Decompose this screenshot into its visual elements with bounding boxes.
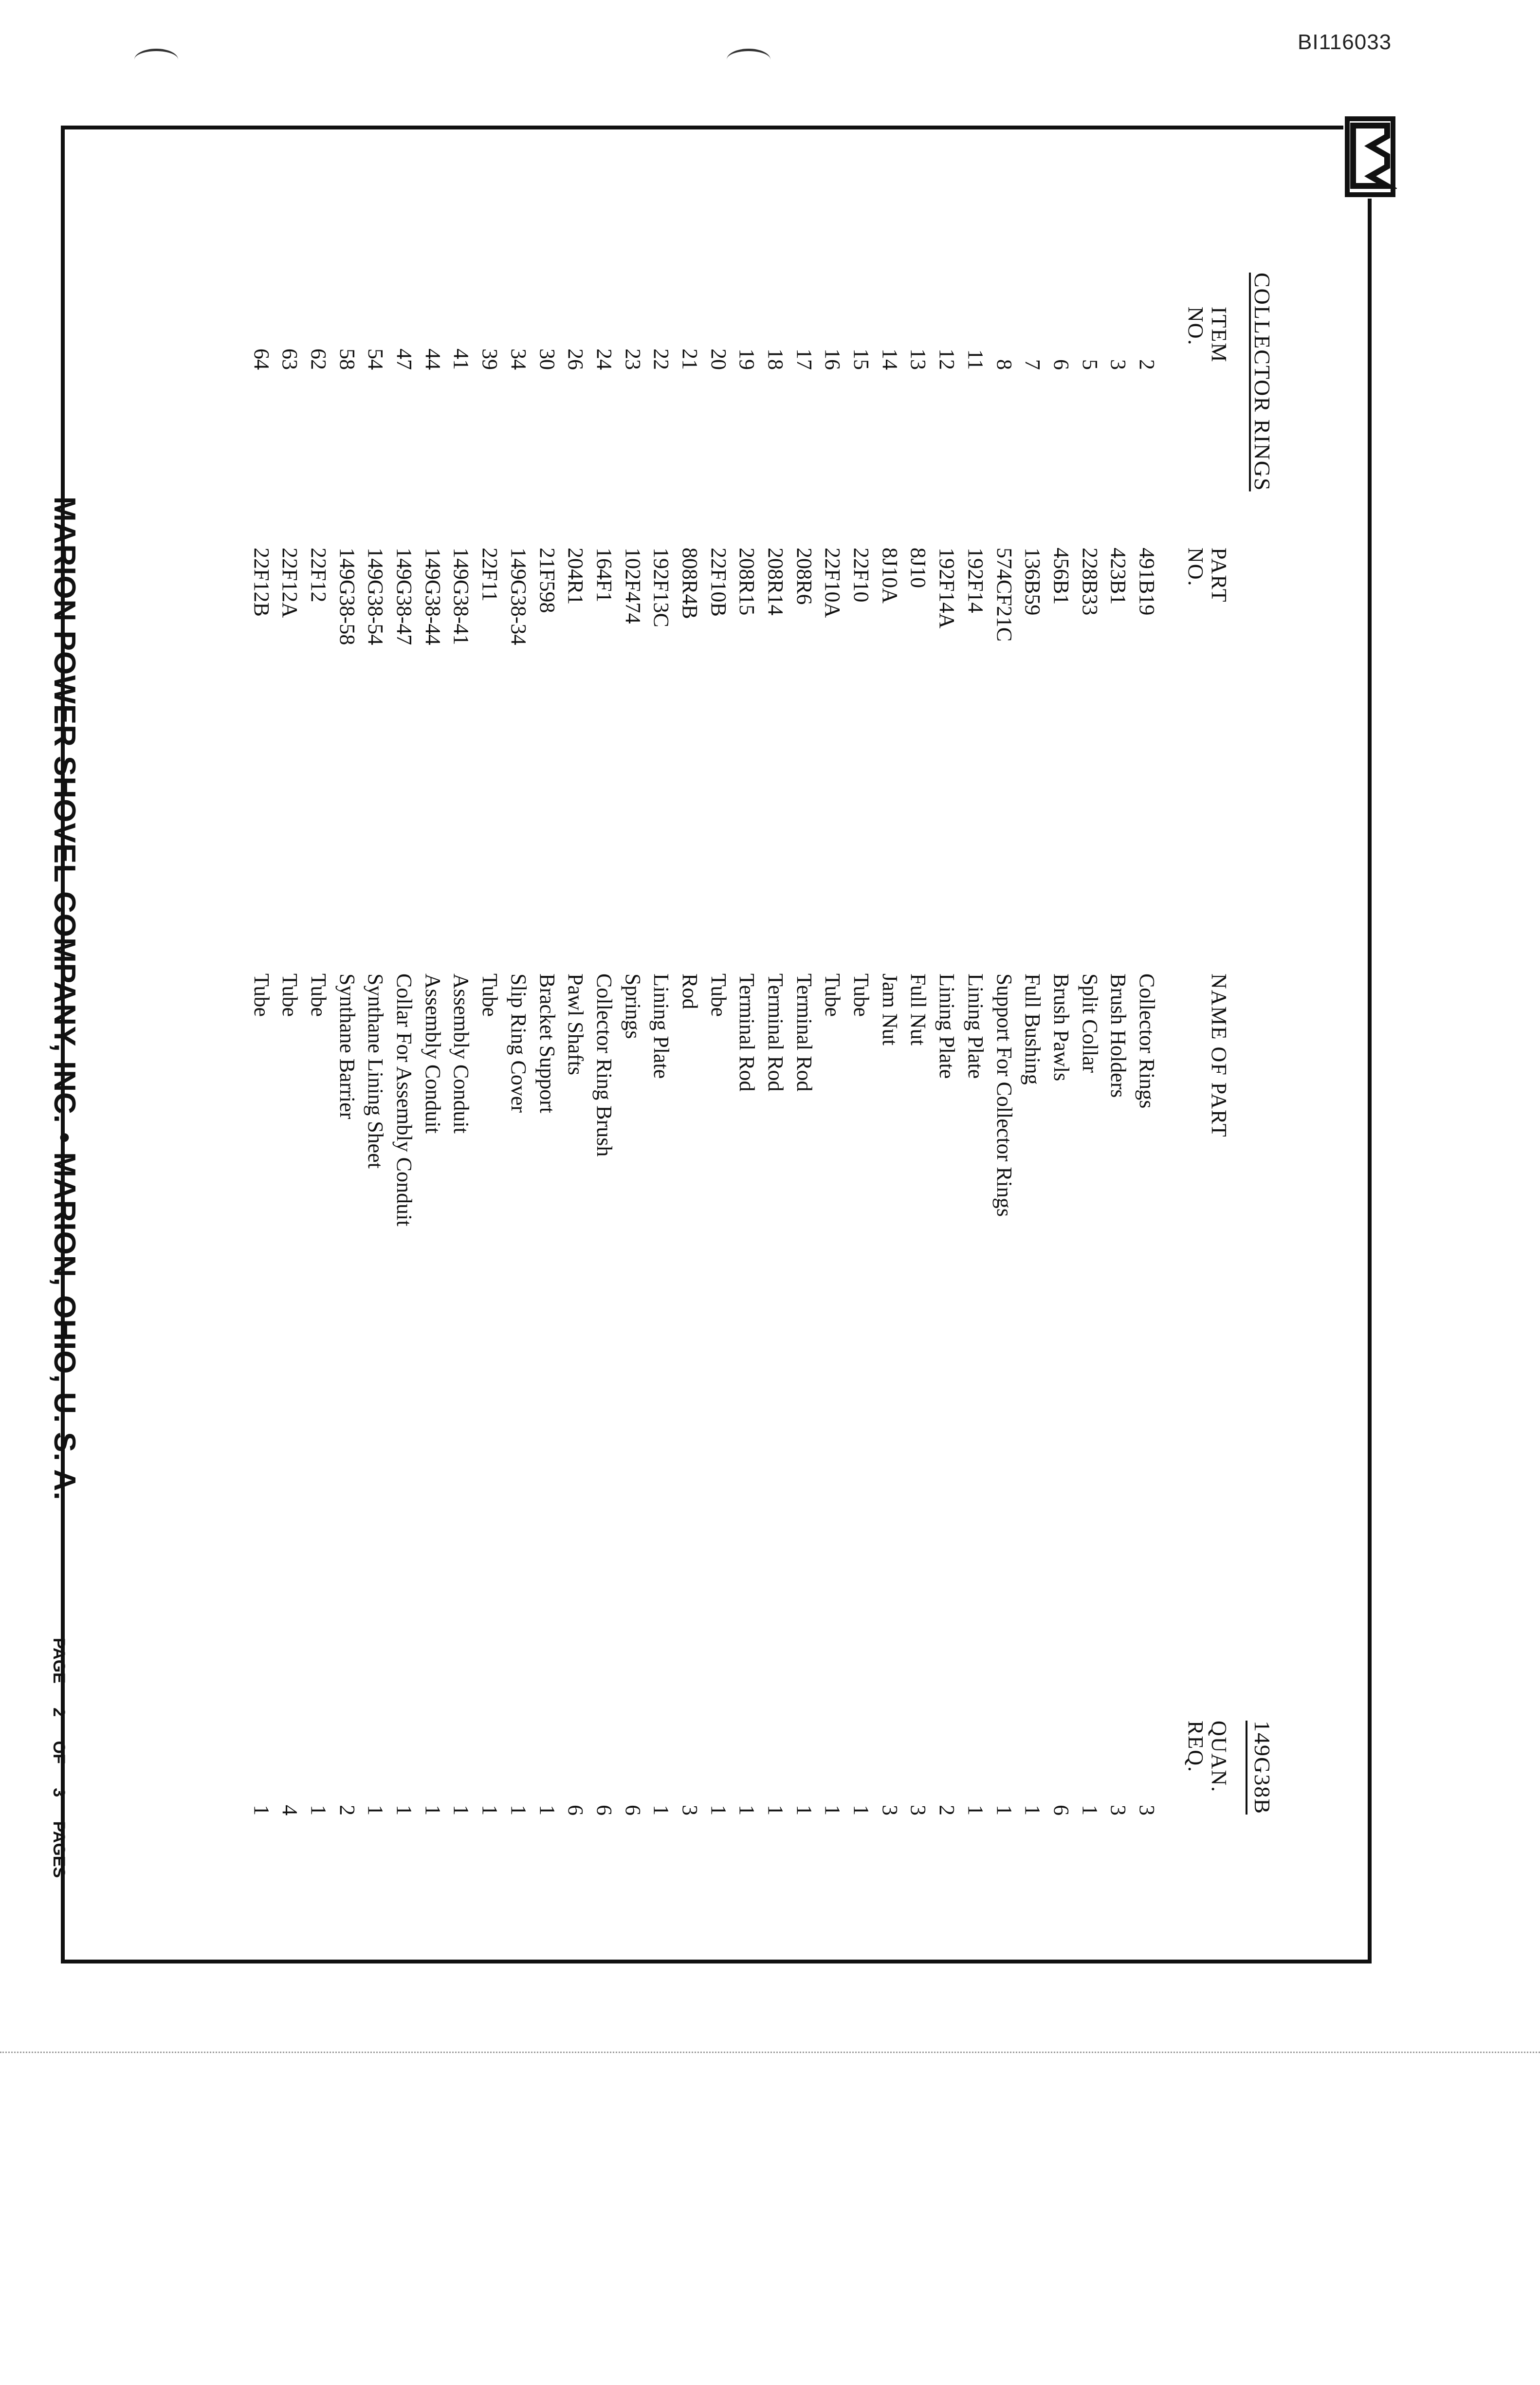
quantity: 6 [621, 1805, 645, 1816]
part-number: 149G38-54 [364, 548, 388, 645]
table-row [618, 273, 647, 1957]
part-name: Assembly Conduit [421, 973, 445, 1134]
table-row [1075, 273, 1104, 1957]
quantity: 3 [1106, 1805, 1131, 1816]
quantity: 1 [735, 1805, 759, 1816]
part-name: Brush Holders [1106, 973, 1131, 1098]
table-row [332, 273, 361, 1957]
part-number: 208R14 [764, 548, 788, 616]
item-number: 12 [935, 349, 959, 370]
item-number: 41 [449, 349, 474, 370]
item-number: 17 [792, 349, 816, 370]
table-row [532, 273, 561, 1957]
part-number: 22F11 [478, 548, 502, 602]
table-row [304, 273, 332, 1957]
part-number: 8J10A [878, 548, 902, 604]
item-number: 58 [335, 349, 359, 370]
part-number: 149G38-58 [335, 548, 359, 645]
part-name: Terminal Rod [792, 973, 816, 1092]
part-number: 491B19 [1135, 548, 1159, 616]
item-number: 62 [307, 349, 331, 370]
item-number: 11 [963, 349, 988, 370]
part-number: 22F10A [821, 548, 845, 618]
part-number: 22F10 [849, 548, 874, 603]
part-name: Tube [249, 973, 274, 1017]
part-number: 22F10B [706, 548, 731, 617]
part-number: 574CF21C [992, 548, 1016, 642]
table-row [504, 273, 532, 1957]
quantity: 1 [364, 1805, 388, 1816]
part-number: 204R1 [564, 548, 588, 605]
part-name: Lining Plate [649, 973, 674, 1079]
table-row [933, 273, 961, 1957]
item-number: 30 [535, 349, 559, 370]
part-number: 192F14 [963, 548, 988, 613]
table-row [1132, 273, 1161, 1957]
part-name: Pawl Shafts [564, 973, 588, 1075]
quantity: 6 [592, 1805, 616, 1816]
column-header-part: PART NO. [1184, 548, 1231, 603]
part-name: Rod [678, 973, 702, 1009]
part-name: Terminal Rod [764, 973, 788, 1092]
company-name: MARION POWER SHOVEL COMPANY, INC. • MARION, OHIO, U. S. A. [48, 496, 81, 1501]
table-row [418, 273, 447, 1957]
quantity: 1 [421, 1805, 445, 1816]
item-number: 16 [821, 349, 845, 370]
item-number: 22 [649, 349, 674, 370]
item-number: 6 [1049, 359, 1073, 370]
quantity: 1 [649, 1805, 674, 1816]
part-name: Synthane Lining Sheet [364, 973, 388, 1169]
quantity: 3 [678, 1805, 702, 1816]
item-number: 2 [1135, 359, 1159, 370]
quantity: 1 [963, 1805, 988, 1816]
part-name: Full Bushing [1021, 973, 1045, 1085]
part-name: Terminal Rod [735, 973, 759, 1092]
marion-m-logo-icon [1343, 116, 1397, 199]
part-name: Support For Collector Rings [992, 973, 1016, 1217]
table-row [789, 273, 818, 1957]
table-row [675, 273, 704, 1957]
part-number: 149G38-34 [506, 548, 531, 645]
quantity: 1 [449, 1805, 474, 1816]
part-name: Full Nut [906, 973, 931, 1046]
item-number: 64 [249, 349, 274, 370]
part-number: 192F13C [649, 548, 674, 627]
table-row [275, 273, 304, 1957]
table-row [990, 273, 1018, 1957]
quantity: 2 [335, 1805, 359, 1816]
quantity: 4 [278, 1805, 302, 1816]
part-number: 22F12A [278, 548, 302, 618]
table-row [761, 273, 789, 1957]
part-name: Collector Ring Brush [592, 973, 616, 1157]
part-name: Tube [278, 973, 302, 1017]
table-row [647, 273, 676, 1957]
part-name: Slip Ring Cover [506, 973, 531, 1113]
item-number: 19 [735, 349, 759, 370]
part-number: 164F1 [592, 548, 616, 603]
sheet-title: COLLECTOR RINGS [1250, 273, 1275, 492]
table-row [704, 273, 733, 1957]
quantity: 1 [821, 1805, 845, 1816]
part-number: 149G38-44 [421, 548, 445, 645]
table-row [389, 273, 418, 1957]
quantity: 1 [1078, 1805, 1102, 1816]
item-number: 20 [706, 349, 731, 370]
table-row [447, 273, 476, 1957]
part-name: Assembly Conduit [449, 973, 474, 1134]
item-number: 7 [1021, 359, 1045, 370]
part-number: 423B1 [1106, 548, 1131, 605]
quantity: 1 [535, 1805, 559, 1816]
quantity: 3 [906, 1805, 931, 1816]
company-footer [48, 496, 87, 1567]
drawing-number: 149G38B [1246, 1721, 1275, 1815]
part-name: Springs [621, 973, 645, 1039]
punch-hole-right-icon [727, 49, 770, 71]
quantity: 2 [935, 1805, 959, 1816]
page-label: PAGE 2 OF 3 PAGES [50, 1638, 68, 1878]
item-number: 23 [621, 349, 645, 370]
part-name: Tube [849, 973, 874, 1017]
part-number: 22F12 [307, 548, 331, 603]
table-row [818, 273, 847, 1957]
table-row [589, 273, 618, 1957]
column-header-item: ITEM NO. [1184, 307, 1231, 363]
parts-table [247, 273, 1161, 1957]
part-name: Collector Rings [1135, 973, 1159, 1109]
item-number: 14 [878, 349, 902, 370]
item-number: 8 [992, 359, 1016, 370]
part-name: Tube [706, 973, 731, 1017]
part-number: 136B59 [1021, 548, 1045, 616]
table-row [561, 273, 590, 1957]
table-row [961, 273, 990, 1957]
column-header-quantity: QUAN. REQ. [1184, 1721, 1231, 1793]
table-row [476, 273, 504, 1957]
part-number: 208R6 [792, 548, 816, 605]
part-number: 8J10 [906, 548, 931, 588]
table-row [846, 273, 875, 1957]
part-name: Collar For Assembly Conduit [392, 973, 417, 1227]
quantity: 1 [478, 1805, 502, 1816]
punch-hole-left-icon [134, 49, 178, 71]
part-number: 149G38-47 [392, 548, 417, 645]
part-number: 149G38-41 [449, 548, 474, 645]
quantity: 1 [392, 1805, 417, 1816]
scan-edge-line [0, 2052, 1540, 2053]
part-name: Lining Plate [963, 973, 988, 1079]
table-row [1046, 273, 1075, 1957]
part-name: Tube [478, 973, 502, 1017]
item-number: 21 [678, 349, 702, 370]
item-number: 44 [421, 349, 445, 370]
item-number: 26 [564, 349, 588, 370]
quantity: 1 [764, 1805, 788, 1816]
part-number: 456B1 [1049, 548, 1073, 605]
table-row [1104, 273, 1133, 1957]
part-number: 228B33 [1078, 548, 1102, 616]
part-name: Split Collar [1078, 973, 1102, 1073]
table-row [733, 273, 761, 1957]
quantity: 1 [307, 1805, 331, 1816]
part-name: Bracket Support [535, 973, 559, 1114]
table-row [247, 273, 275, 1957]
part-number: 22F12B [249, 548, 274, 617]
quantity: 6 [564, 1805, 588, 1816]
part-name: Brush Pawls [1049, 973, 1073, 1082]
part-number: 192F14A [935, 548, 959, 629]
quantity: 3 [1135, 1805, 1159, 1816]
quantity: 1 [992, 1805, 1016, 1816]
quantity: 1 [1021, 1805, 1045, 1816]
item-number: 18 [764, 349, 788, 370]
quantity: 3 [878, 1805, 902, 1816]
quantity: 1 [249, 1805, 274, 1816]
table-row [361, 273, 390, 1957]
part-name: Tube [307, 973, 331, 1017]
quantity: 1 [849, 1805, 874, 1816]
quantity: 1 [506, 1805, 531, 1816]
item-number: 54 [364, 349, 388, 370]
quantity: 1 [706, 1805, 731, 1816]
item-number: 63 [278, 349, 302, 370]
part-name: Jam Nut [878, 973, 902, 1046]
part-name: Lining Plate [935, 973, 959, 1079]
item-number: 24 [592, 349, 616, 370]
quantity: 6 [1049, 1805, 1073, 1816]
part-number: 208R15 [735, 548, 759, 616]
table-row [1018, 273, 1047, 1957]
item-number: 5 [1078, 359, 1102, 370]
document-id: BI116033 [1298, 30, 1392, 54]
item-number: 34 [506, 349, 531, 370]
table-row [875, 273, 904, 1957]
item-number: 15 [849, 349, 874, 370]
part-name: Synthane Barrier [335, 973, 359, 1119]
part-number: 808R4B [678, 548, 702, 619]
item-number: 39 [478, 349, 502, 370]
column-header-name: NAME OF PART [1207, 973, 1231, 1138]
part-name: Tube [821, 973, 845, 1017]
item-number: 3 [1106, 359, 1131, 370]
quantity: 1 [792, 1805, 816, 1816]
part-number: 102F474 [621, 548, 645, 624]
parts-list [107, 273, 1275, 1957]
item-number: 47 [392, 349, 417, 370]
part-number: 21F598 [535, 548, 559, 613]
table-row [904, 273, 933, 1957]
item-number: 13 [906, 349, 931, 370]
